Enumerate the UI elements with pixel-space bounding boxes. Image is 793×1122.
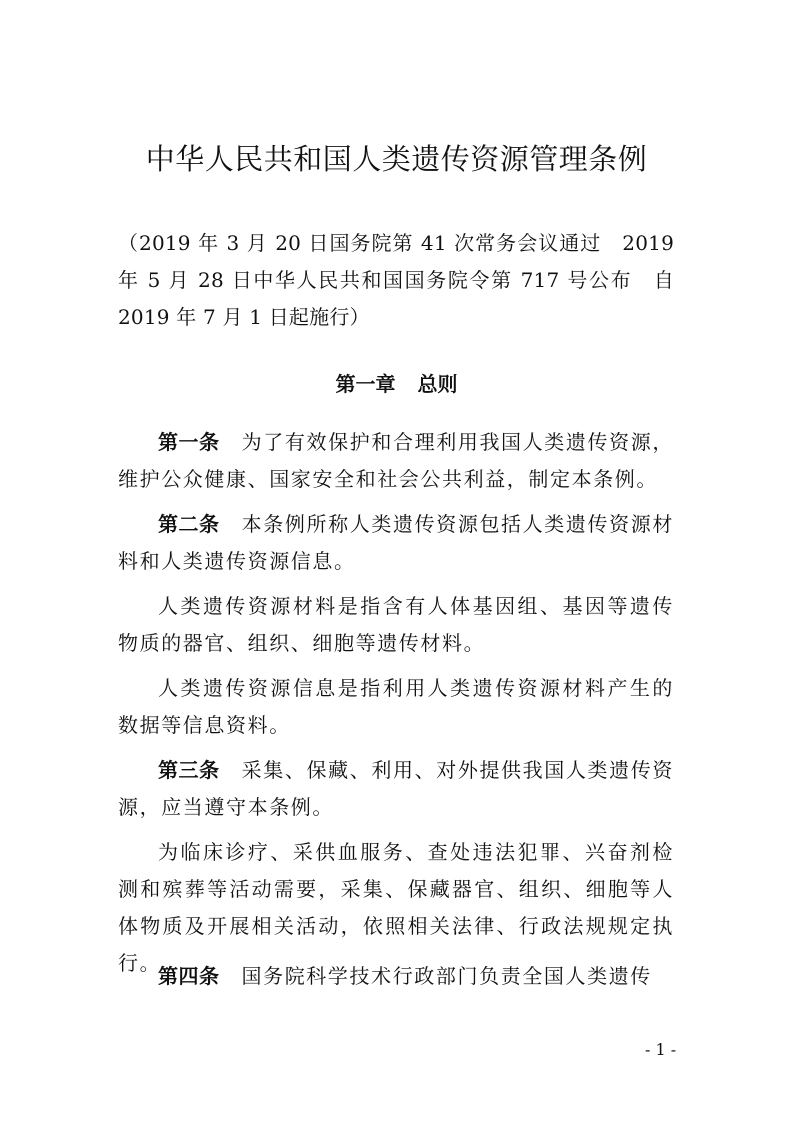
article-4 [118, 958, 674, 995]
chapter-number: 第一章 [335, 372, 396, 396]
page-number: - 1 - [645, 1040, 677, 1059]
article-label: 第一条 [158, 430, 220, 454]
article-text: 为了有效保护和合理利用我国人类遗传资源，维护公众健康、国家安全和社会公共利益，制定本条例。 [118, 430, 675, 491]
article-label: 第三条 [158, 758, 220, 782]
chapter-name: 总则 [417, 372, 458, 396]
article-2 [118, 506, 674, 580]
article-text: 本条例所称人类遗传资源包括人类遗传资源材料和人类遗传资源信息。 [118, 512, 675, 573]
article-text: 国务院科学技术行政部门负责全国人类遗传 [241, 964, 652, 988]
article-label: 第二条 [158, 512, 220, 536]
article-label: 第四条 [158, 964, 220, 988]
article-text: 采集、保藏、利用、对外提供我国人类遗传资源，应当遵守本条例。 [118, 758, 675, 819]
article-2-paragraph-2 [118, 588, 674, 662]
article-2-paragraph-3 [118, 670, 674, 744]
article-text: 人类遗传资源材料是指含有人体基因组、基因等遗传物质的器官、组织、细胞等遗传材料。 [118, 594, 674, 655]
article-3 [118, 752, 674, 826]
promulgation-note: （2019 年 3 月 20 日国务院第 41 次常务会议通过 2019 年 5 月 28 日中华人民共和国国务院令第 717 号公布 自 2019 年 7 月 1 日起施行） [118, 231, 674, 329]
document-title: 中华人民共和国人类遗传资源管理条例 [145, 142, 648, 176]
chapter-heading [0, 366, 793, 403]
article-text: 为临床诊疗、采供血服务、查处违法犯罪、兴奋剂检测和殡葬等活动需要，采集、保藏器官、组织、细胞等人体物质及开展相关活动，依照相关法律、行政法规规定执行。 [118, 840, 674, 975]
article-1 [118, 424, 674, 498]
article-text: 人类遗传资源信息是指利用人类遗传资源材料产生的数据等信息资料。 [118, 676, 674, 737]
